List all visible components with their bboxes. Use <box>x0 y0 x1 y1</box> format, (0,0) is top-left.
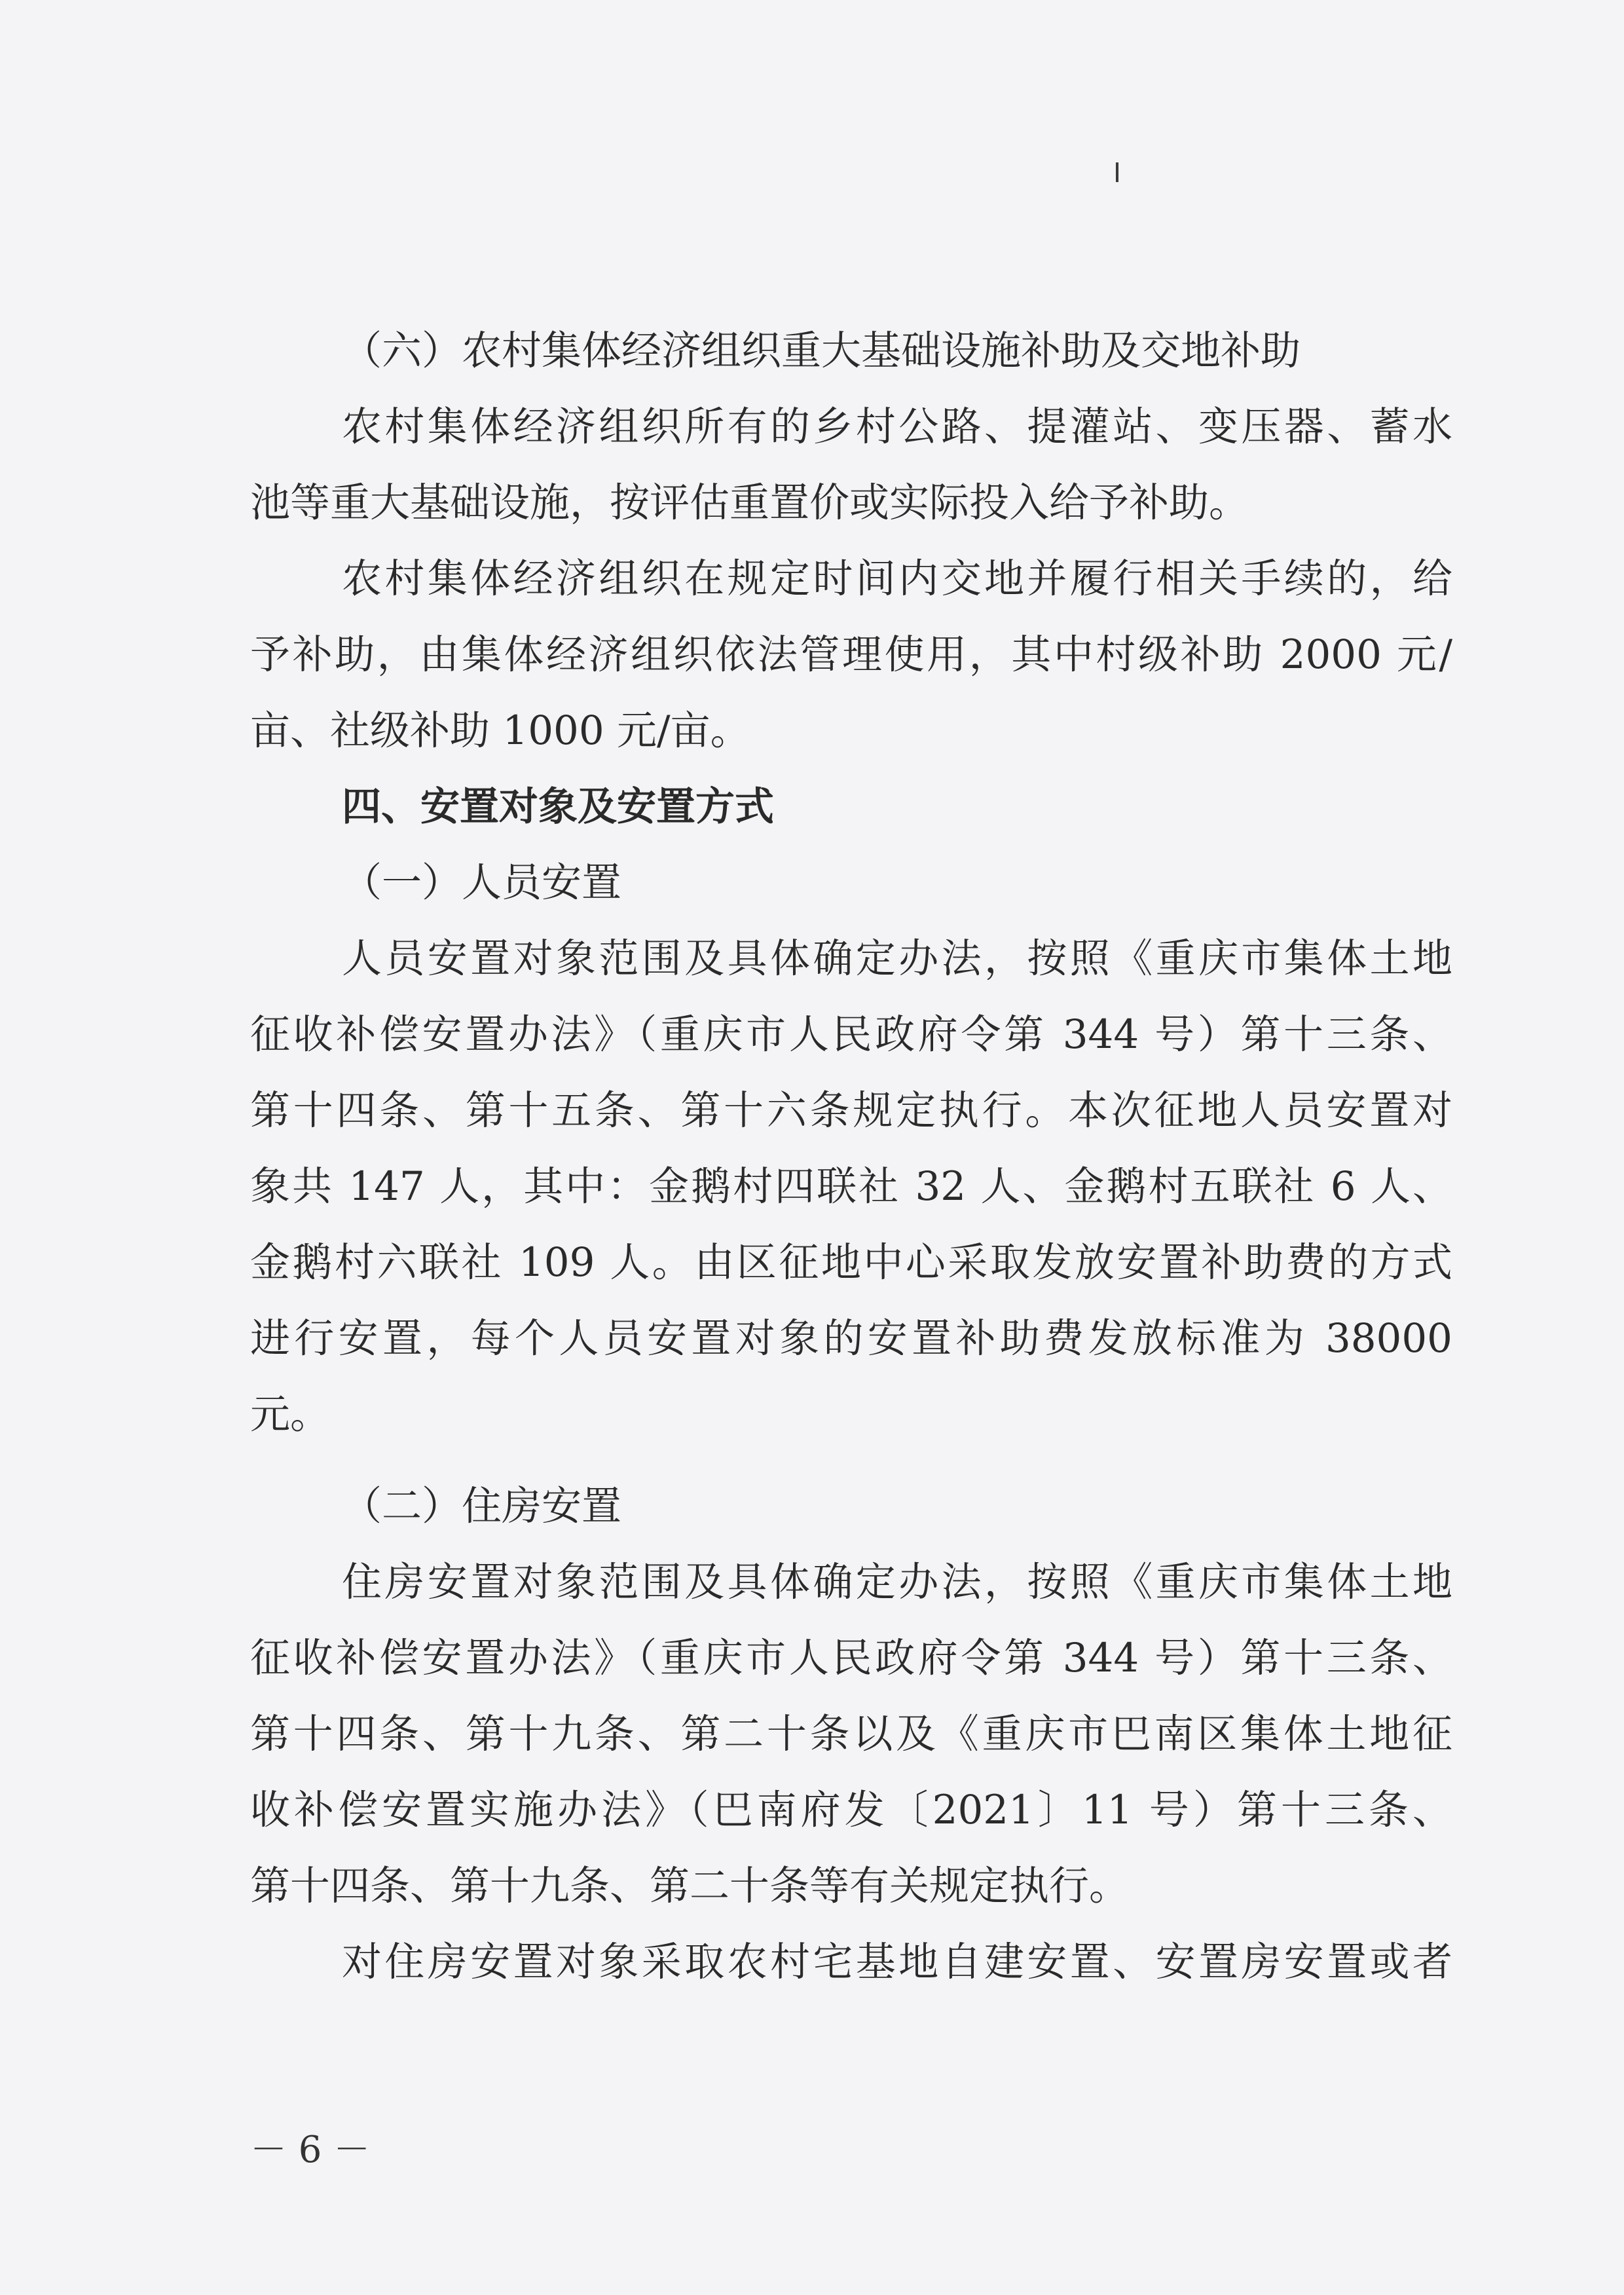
paragraph-line: 第十四条、第十九条、第二十条等有关规定执行。 <box>250 1863 1130 1909</box>
paragraph-line: 第十四条、第十九条、第二十条以及《重庆市巴南区集体土地征 <box>250 1711 1452 1757</box>
paragraph-line: 收补偿安置实施办法》（巴南府发〔2021〕11 号）第十三条、 <box>250 1787 1452 1833</box>
paragraph-line: 对住房安置对象采取农村宅基地自建安置、安置房安置或者 <box>342 1939 1452 1985</box>
section-4-heading: 四、安置对象及安置方式 <box>342 784 774 830</box>
subsection-1-heading: （一）人员安置 <box>342 859 622 906</box>
paragraph-line: 亩、社级补助 1000 元/亩。 <box>250 707 750 754</box>
paragraph-line: 住房安置对象范围及具体确定办法，按照《重庆市集体土地 <box>342 1559 1452 1605</box>
paragraph-line: 元。 <box>250 1391 331 1438</box>
document-body <box>250 313 1452 2000</box>
paragraph-line: 予补助，由集体经济组织依法管理使用，其中村级补助 2000 元/ <box>250 631 1452 678</box>
paragraph-line: 农村集体经济组织在规定时间内交地并履行相关手续的，给 <box>342 555 1452 602</box>
paragraph-line: 金鹅村六联社 109 人。由区征地中心采取发放安置补助费的方式 <box>250 1239 1452 1286</box>
subsection-2-heading: （二）住房安置 <box>342 1483 622 1529</box>
page-number: － 6 － <box>250 2129 371 2171</box>
paragraph-line: 人员安置对象范围及具体确定办法，按照《重庆市集体土地 <box>342 935 1452 982</box>
paragraph-line: 征收补偿安置办法》（重庆市人民政府令第 344 号）第十三条、 <box>250 1635 1452 1681</box>
paragraph-line: 池等重大基础设施，按评估重置价或实际投入给予补助。 <box>250 479 1249 526</box>
paragraph-line: 征收补偿安置办法》（重庆市人民政府令第 344 号）第十三条、 <box>250 1011 1452 1058</box>
section-6-heading: （六）农村集体经济组织重大基础设施补助及交地补助 <box>342 327 1301 374</box>
page-mark <box>1116 162 1118 182</box>
paragraph-line: 第十四条、第十五条、第十六条规定执行。本次征地人员安置对 <box>250 1087 1452 1134</box>
paragraph-line: 农村集体经济组织所有的乡村公路、提灌站、变压器、蓄水 <box>342 403 1452 450</box>
paragraph-line: 进行安置，每个人员安置对象的安置补助费发放标准为 38000 <box>250 1315 1452 1362</box>
paragraph-line: 象共 147 人，其中：金鹅村四联社 32 人、金鹅村五联社 6 人、 <box>250 1163 1452 1210</box>
